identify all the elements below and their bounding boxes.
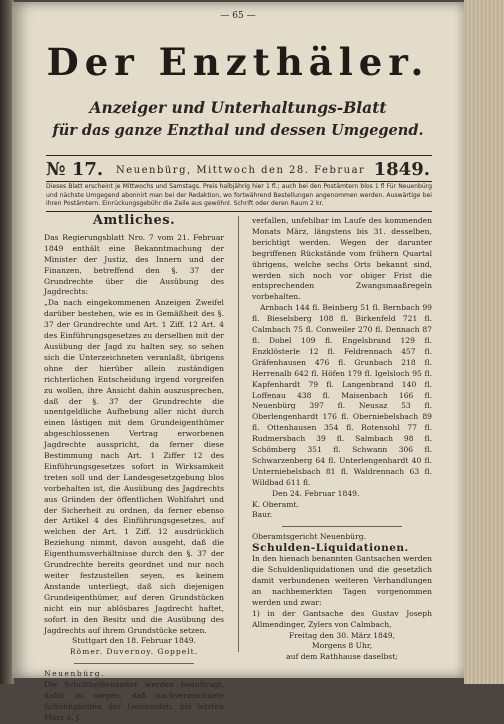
newspaper-page [12,2,464,722]
liquidation-item-1-date: Freitag den 30. März 1849, [289,630,395,640]
page-stack-edge [464,0,504,684]
notice-body-start: Die Schultheißenämter werden beauftragt, dafür zu sorgen, daß nachverzeichnete Schuldigkeiten der Gemeinden, bis letzten März d. J. [44,680,224,722]
liquidation-item-1-time: Morgens 8 Uhr, [311,641,373,651]
left-column [44,213,224,724]
liquidation-item-1-place: auf dem Rathhause daselbst; [286,652,398,662]
issue-number: № 17. [46,159,104,180]
header-rule-bottom [46,211,432,212]
article-divider [74,663,194,664]
liquidation-intro: In den hienach benannten Gantsachen werden die Schuldenliquidationen und die gesetzlich damit verbundenen weiteren Verhandlungen an nachbemerkten Tagen vorgenommen werden und zwar: [252,554,432,607]
issue-year: 1849. [373,159,430,180]
header-rule-top [46,155,432,156]
court-heading: Oberamtsgericht Neuenbürg. [252,532,366,542]
column-divider [238,216,239,652]
section-heading-amtliches: Amtliches. [92,213,176,228]
article-date-line: Stuttgart den 18. Februar 1849. [72,636,196,646]
officer-name: Baur. [252,510,273,520]
subtitle-line-1: Anzeiger und Unterhaltungs-Blatt [89,98,387,117]
sub-heading-neuenbuerg: Neuenbürg. [44,669,106,679]
right-column [252,216,432,663]
issue-info-row [46,159,432,181]
article-body: „Da nach eingekommenen Anzeigen Zweifel darüber bestehen, wie es in Gemäßheit des §. 37 der Grundrechte und Art. 1 Ziff. 12 Art. 4 des Einführungsgesetzes zu derselben mit der Ausübung der Jagd zu halten sey, so sehen sich die Unterzeichneten veranlaßt, übrigens ohne der hierüber allein zuständigen richterlichen Entscheidung irgend vorgreifen zu wollen, ihre Ansicht dahin auszusprechen, daß der §. 37 der Grundrechte die unentgeldliche Aufhebung aller nicht durch einen lästigen mit dem Grundeigenthümer abgeschlossenen Vertrag erworbenen Jagdrechte ausspricht, da ferner diese Bestimmung nach Art. 1 Ziffer 12 des Einführungsgesetzes sofort in Wirksamkeit treten soll und der Landesgesetzgebung blos vorbehalten ist, die Ausübung des Jagdrechts aus Gründen der öffentlichen Wohlfahrt und der Sicherheit zu ordnen, da ferner ebenso der Artikel 4 des Einführungsgesetzes, auf welchen der Art. 1 Ziff. 12 ausdrücklich Beziehung nimmt, davon ausgeht, daß die Eigenthumsverhältnisse durch den §. 37 der Grundrechte bereits geordnet und nur noch weiter festzustellen seyen, es keinem Anstande unterliegt, daß sich diejenigen Grundeigenthümer, auf deren Grundstücken nicht ein nur ablösbares Jagdrecht haftet, sofort in den Besitz und die Ausübung des Jagdrechts auf ihrem Grundstücke setzen. [44,298,224,635]
masthead-title: Der Enzthäler. [46,40,430,84]
office-name: K. Oberamt. [252,499,299,509]
publication-notice: Dieses Blatt erscheint je Mittwochs und Samstags. Preis halbjährig hier 1 fl.; auch bei den Postämtern blos 1 fl Für Neuenbürg und nächste Umgegend abonnirt man bei der Redaktion, wo fortwährend Bestellungen angenommen werden. Auswärtige bei ihren Postämtern. Einrückungsgebühr die Zeile aus gewöhnl. Schrift oder deren Raum 2 kr. [46,183,432,208]
subtitle-line-2: für das ganze Enzthal und dessen Umgegend. [52,122,424,139]
issue-place-date: Neuenbürg, Mittwoch den 28. Februar [116,165,366,176]
liquidation-heading: Schulden-Liquidationen. [252,542,409,555]
notice-date-line: Den 24. Februar 1849. [272,488,360,498]
page-number: — 65 — [220,11,256,21]
liquidation-item-1: 1) in der Gantsache des Gustav Joseph Allmendinger, Zylers von Calmbach, [252,608,432,629]
notice-body-continued: verfallen, unfehlbar im Laufe des kommenden Monats März, längstens bis 31. desselben, berichtigt werden. Wegen der darunter begriffenen Rückstände vom frühern Quartal übrigens, welche sechs Orts bekannt sind, werden sich noch vor obiger Frist die entsprechenden Zwangsmaaßregeln vorbehalten. [252,216,432,302]
article-intro: Das Regierungsblatt Nro. 7 vom 21. Februar 1849 enthält eine Bekanntmachung der Minister der Justiz, des Innern und der Finanzen, betreffend den §. 37 der Grundrechte über die Ausübung des Jagdrechts: [44,232,224,297]
municipality-amounts: Arnbach 144 fl. Beinberg 51 fl. Bernbach 99 fl. Bieselsberg 108 fl. Birkenfeld 721 fl. Calmbach 75 fl. Conweiler 270 fl. Dennach 87 fl. Dobel 109 fl. Engelsbrand 129 fl. Enzklösterle 12 fl. Feldrennach 457 fl. Gräfenhausen 476 fl. Grunbach 218 fl. Herrenalb 642 fl. Höfen 179 fl. Igelsloch 95 fl. Kapfenhardt 79 fl. Langenbrand 140 fl. Loffenau 438 fl. Maisenbach 166 fl. Neuenbürg 397 fl. Neusaz 53 fl. Oberlengenhardt 176 fl. Oberniebelsbach 89 fl. Ottenhausen 354 fl. Rotensohl 77 fl. Rudmersbach 39 fl. Salmbach 98 fl. Schömberg 351 fl. Schwann 306 fl. Schwarzenberg 64 fl. Unterlengenhardt 40 fl. Unterniebelsbach 81 fl. Waldrennach 63 fl. Wildbad 611 fl. [252,303,432,487]
header-rule-middle [46,181,432,182]
notice-divider [282,526,402,527]
article-signatories: Römer. Duvernoy. Goppelt. [69,647,199,657]
